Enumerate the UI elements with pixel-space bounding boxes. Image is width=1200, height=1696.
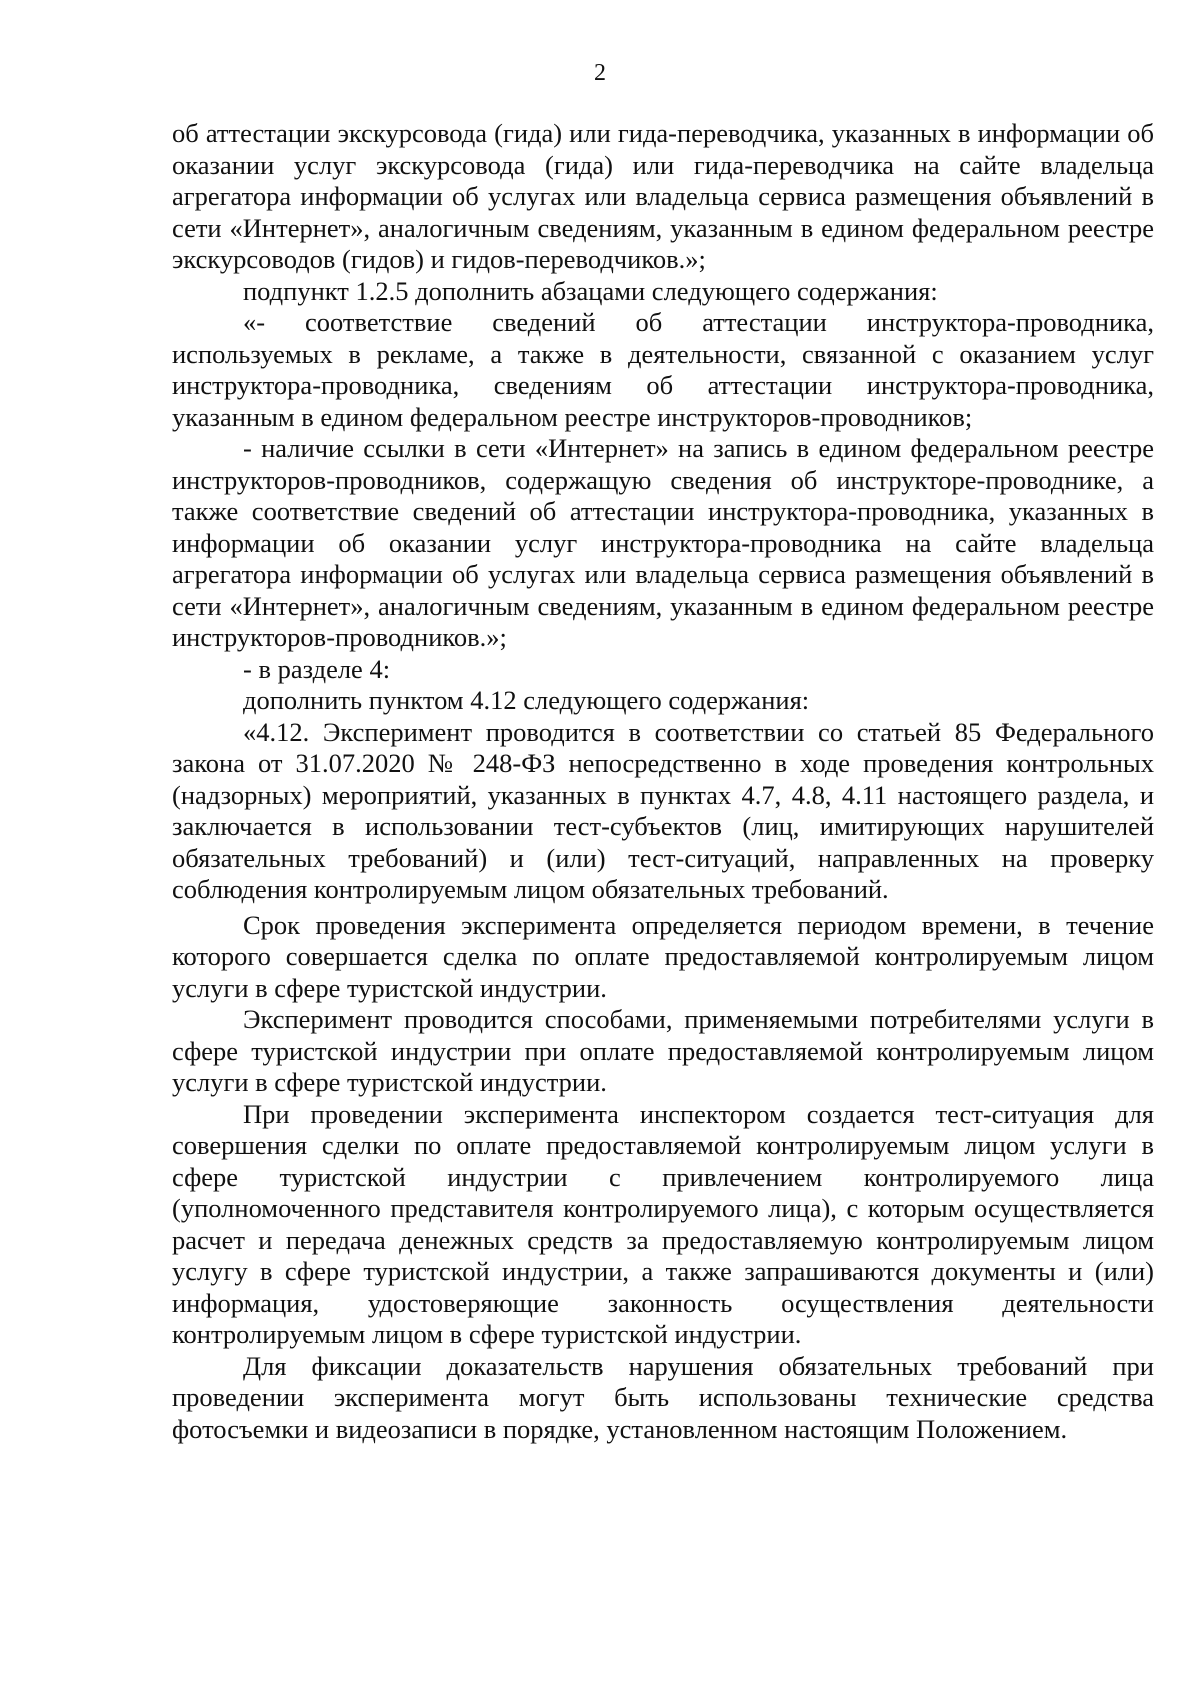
paragraph: Эксперимент проводится способами, применяемыми потребителями услуги в сфере туристской индустрии при оплате предоставляемой контролируемым лицом услуги в сфере туристской индустрии.: [172, 1004, 1154, 1097]
document-body: [172, 118, 1154, 1445]
paragraph: При проведении эксперимента инспектором создается тест-ситуация для совершения сделки по оплате предоставляемой контролируемым лицом услуги в сфере туристской индустрии с привлечением контролируемого лица (уполномоченного представителя контролируемого лица), с которым осуществляется расчет и передача денежных средств за предоставляемую контролируемым лицом услугу в сфере туристской индустрии, а также запрашиваются документы и (или) информация, удостоверяющие законность осуществления деятельности контролируемым лицом в сфере туристской индустрии.: [172, 1098, 1154, 1349]
paragraph: Срок проведения эксперимента определяется периодом времени, в течение которого совершается сделка по оплате предоставляемой контролируемым лицом услуги в сфере туристской индустрии.: [172, 909, 1154, 1003]
paragraph: Для фиксации доказательств нарушения обязательных требований при проведении эксперимента могут быть использованы технические средства фотосъемки и видеозаписи в порядке, установленном настоящим Положением.: [172, 1350, 1154, 1444]
paragraph: об аттестации экскурсовода (гида) или гида-переводчика, указанных в информации об оказании услуг экскурсовода (гида) или гида-переводчика на сайте владельца агрегатора информации об услугах или владельца сервиса размещения объявлений в сети «Интернет», аналогичным сведениям, указанным в едином федеральном реестре экскурсоводов (гидов) и гидов-переводчиков.»;: [172, 118, 1154, 274]
paragraph: - в разделе 4:: [243, 653, 391, 684]
paragraph: дополнить пунктом 4.12 следующего содержания:: [243, 685, 810, 715]
page-number: 2: [594, 60, 606, 86]
paragraph: «- соответствие сведений об аттестации инструктора-проводника, используемых в рекламе, а также в деятельности, связанной с оказанием услуг инструктора-проводника, сведениям об аттестации инструктора-проводника, указанным в едином федеральном реестре инструкторов-проводников;: [172, 307, 1154, 432]
paragraph: подпункт 1.2.5 дополнить абзацами следующего содержания:: [243, 275, 938, 306]
paragraph: - наличие ссылки в сети «Интернет» на запись в едином федеральном реестре инструкторов-проводников, содержащую сведения об инструкторе-проводнике, а также соответствие сведений об аттестации инструктора-проводника, указанных в информации об оказании услуг инструктора-проводника на сайте владельца агрегатора информации об услугах или владельца сервиса размещения объявлений в сети «Интернет», аналогичным сведениям, указанным в едином федеральном реестре инструкторов-проводников.»;: [172, 433, 1154, 652]
paragraph: «4.12. Эксперимент проводится в соответствии со статьей 85 Федерального закона от 31.07.2020 № 248-ФЗ непосредственно в ходе проведения контрольных (надзорных) мероприятий, указанных в пунктах 4.7, 4.8, 4.11 настоящего раздела, и заключается в использовании тест-субъектов (лиц, имитирующих нарушителей обязательных требований) и (или) тест-ситуаций, направленных на проверку соблюдения контролируемым лицом обязательных требований.: [172, 716, 1154, 904]
